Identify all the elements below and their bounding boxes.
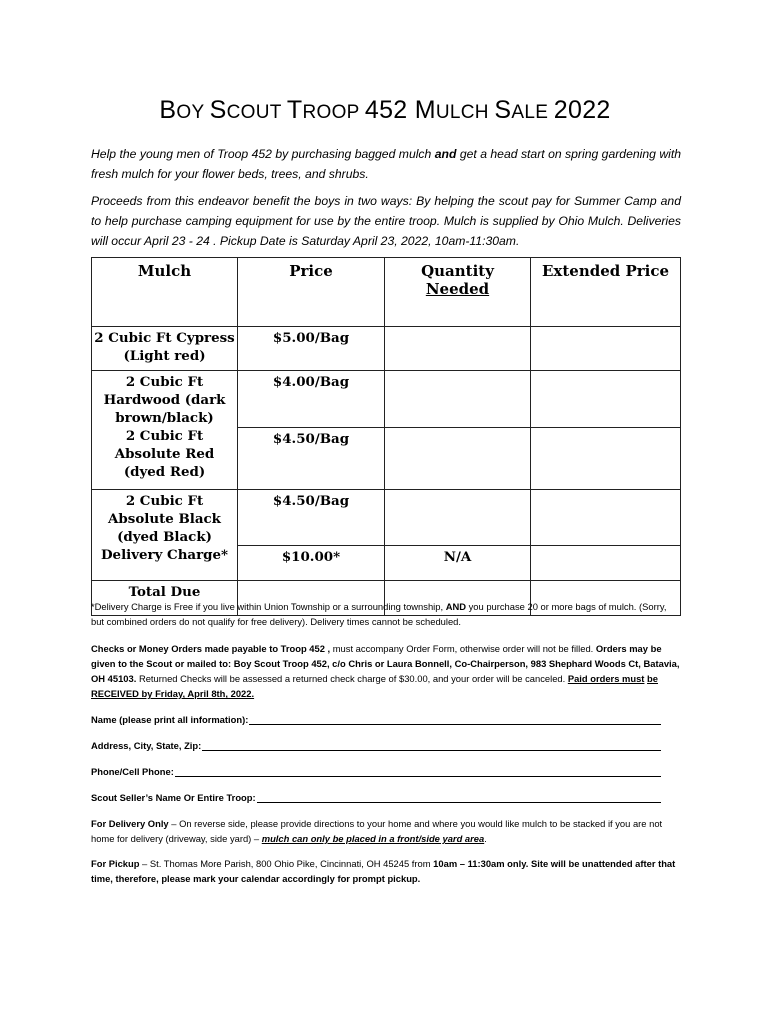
quantity-input-cell[interactable] [385,371,531,428]
address-field-line[interactable] [202,739,661,751]
phone-field-label: Phone/Cell Phone: [91,766,174,777]
header-mulch: Mulch [92,258,238,327]
delivery-only-instructions: For Delivery Only – On reverse side, please provide directions to your home and where you would like mulch to be stacked if you are not home for delivery (driveway, side yard) – mulch can only be placed in a front/side yard area. [91,818,663,844]
phone-field-line[interactable] [175,765,661,777]
quantity-input-cell[interactable] [385,427,531,489]
table-row [92,427,681,489]
table-header-row [92,258,681,327]
table-row [92,371,681,428]
mulch-cell: Delivery Charge* [92,546,238,581]
mulch-cell: 2 Cubic Ft Hardwood (dark brown/black) [92,371,238,428]
address-field-label: Address, City, State, Zip: [91,740,202,751]
intro-paragraph-2: Proceeds from this endeavor benefit the boys in two ways: By helping the scout pay for Summer Camp and to help purchase camping equipment for use by the entire troop. Mulch is supplied by Ohio Mulch. Deliveries will occur April 23 - 24 . Pickup Date is Saturday April 23, 2022, 10am-11:30am. [91,194,681,248]
header-price: Price [238,258,385,327]
price-cell: $5.00/Bag [238,327,385,371]
extended-price-cell[interactable] [531,327,681,371]
mulch-cell: 2 Cubic Ft Absolute Black (dyed Black) [92,489,238,546]
page-title: BOY SCOUT TROOP 452 MULCH SALE 2022 [159,96,611,124]
quantity-input-cell[interactable] [385,327,531,371]
extended-price-cell[interactable] [531,371,681,428]
price-cell: $4.50/Bag [238,427,385,489]
name-field [91,713,661,725]
extended-price-cell[interactable] [531,489,681,546]
address-field [91,739,661,751]
price-cell: $4.00/Bag [238,371,385,428]
total-due-label: Total Due [92,581,238,616]
quantity-cell: N/A [385,546,531,581]
name-field-line[interactable] [249,713,661,725]
seller-field-line[interactable] [257,791,661,803]
extended-price-cell[interactable] [531,546,681,581]
mulch-cell: 2 Cubic Ft Cypress (Light red) [92,327,238,371]
intro-paragraph-1: Help the young men of Troop 452 by purchasing bagged mulch and get a head start on spring gardening with fresh mulch for your flower beds, trees, and shrubs. [91,147,681,181]
table-row [92,546,681,581]
extended-price-cell[interactable] [531,427,681,489]
table-row [92,327,681,371]
name-field-label: Name (please print all information): [91,714,249,725]
order-table [91,257,681,616]
seller-field-label: Scout Seller’s Name Or Entire Troop: [91,792,256,803]
seller-field [91,791,661,803]
header-extended-price: Extended Price [531,258,681,327]
delivery-charge-note: *Delivery Charge is Free if you live within Union Township or a surrounding township, AND you purchase 20 or more bags of mulch. (Sorry, but combined orders do not qualify for free delivery). Delivery times cannot be scheduled. [91,601,667,627]
quantity-input-cell[interactable] [385,489,531,546]
table-row [92,489,681,546]
header-quantity: Quantity Needed [385,258,531,327]
pickup-instructions: For Pickup – St. Thomas More Parish, 800 Ohio Pike, Cincinnati, OH 45245 from 10am – 11:30am only. Site will be unattended after that time, therefore, please mark your calendar accordingly for prompt pickup. [91,858,676,884]
phone-field [91,765,661,777]
mulch-cell: 2 Cubic Ft Absolute Red (dyed Red) [92,427,238,489]
price-cell: $4.50/Bag [238,489,385,546]
payment-instructions: Checks or Money Orders made payable to Troop 452 , must accompany Order Form, otherwise order will not be filled. Orders may be given to the Scout or mailed to: Boy Scout Troop 452, c/o Chris or Laura Bonnell, Co-Chairperson, 983 Shephard Woods Ct, Batavia, OH 45103. Returned Checks will be assessed a returned check charge of $30.00, and your order will be canceled. Paid orders must be RECEIVED by Friday, April 8th, 2022. [91,643,680,699]
price-cell: $10.00* [238,546,385,581]
